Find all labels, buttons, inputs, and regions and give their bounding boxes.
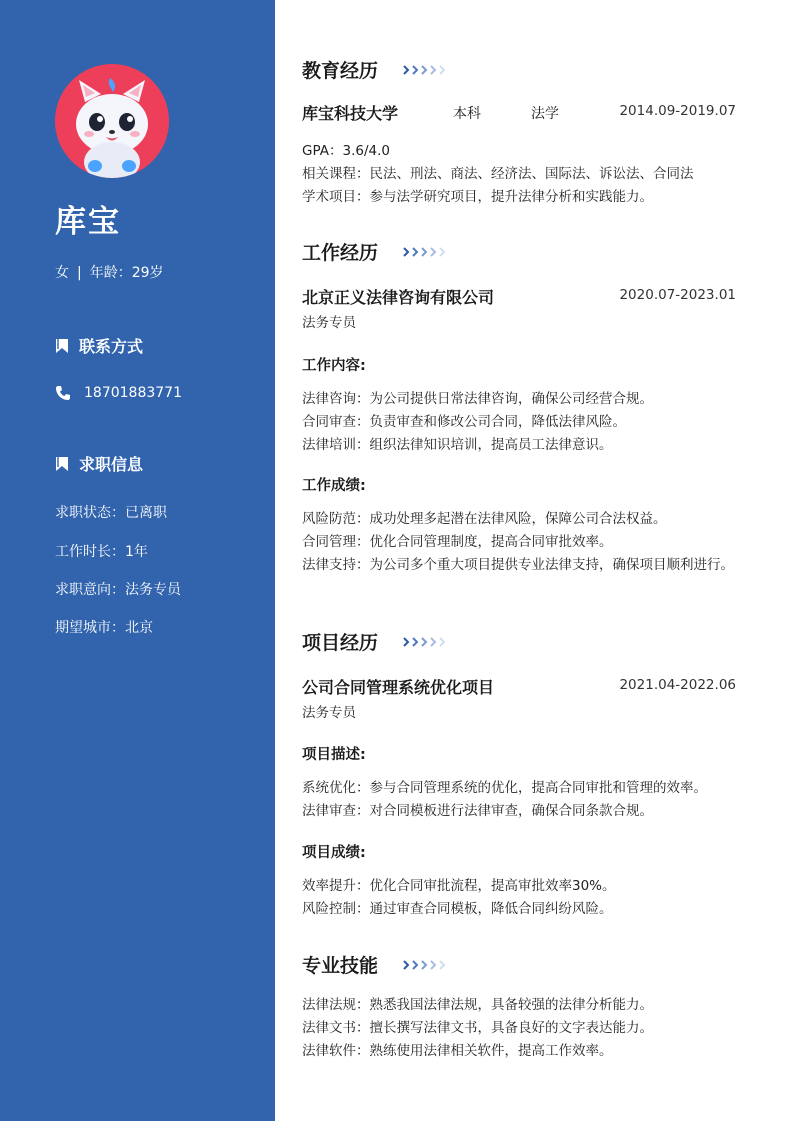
work-header (302, 285, 736, 308)
work-achieve-item: 合同管理：优化合同管理制度，提高合同审批效率。 (302, 534, 613, 550)
bookmark-icon (55, 338, 69, 354)
project-period: 2021.04-2022.06 (619, 677, 736, 693)
project-desc-item: 法律审查：对合同模板进行法律审查，确保合同条款合规。 (302, 803, 653, 819)
work-title: 工作经历 (302, 242, 379, 264)
work-role: 法务专员 (302, 315, 356, 331)
work-content-item: 合同审查：负责审查和修改公司合同，降低法律风险。 (302, 414, 626, 430)
work-period: 2020.07-2023.01 (619, 287, 736, 303)
project-header (302, 675, 736, 698)
education-section-title (302, 56, 448, 83)
work-achieve-item: 法律支持：为公司多个重大项目提供专业法律支持，确保项目顺利进行。 (302, 557, 734, 573)
job-title: 求职信息 (79, 455, 144, 474)
sidebar (0, 0, 275, 1121)
skill-item: 法律法规：熟悉我国法律法规，具备较强的法律分析能力。 (302, 997, 653, 1013)
work-content-title: 工作内容: (302, 358, 366, 374)
avatar (55, 64, 169, 178)
chevrons-icon (402, 958, 448, 972)
skills-title: 专业技能 (302, 955, 379, 977)
job-section-title (55, 452, 143, 475)
job-status: 求职状态：已离职 (55, 505, 167, 521)
skill-item: 法律软件：熟练使用法律相关软件，提高工作效率。 (302, 1043, 613, 1059)
education-header (302, 101, 736, 124)
phone-number[interactable]: 18701883771 (84, 385, 182, 401)
chevrons-icon (402, 635, 448, 649)
project-achieve-item: 效率提升：优化合同审批流程，提高审批效率30%。 (302, 878, 616, 894)
work-achieve-item: 风险防范：成功处理多起潜在法律风险，保障公司合法权益。 (302, 511, 667, 527)
company-name: 北京正义法律咨询有限公司 (302, 288, 495, 307)
phone-icon (55, 385, 71, 401)
separator: | (77, 265, 82, 281)
expected-city: 期望城市：北京 (55, 620, 153, 636)
work-content-item: 法律培训：组织法律知识培训，提高员工法律意识。 (302, 437, 613, 453)
education-title: 教育经历 (302, 60, 379, 82)
education-projects: 学术项目：参与法学研究项目，提升法律分析和实践能力。 (302, 189, 653, 205)
project-achieve-item: 风险控制：通过审查合同模板，降低合同纠纷风险。 (302, 901, 613, 917)
age-text: 年龄：29岁 (89, 265, 164, 281)
project-desc-item: 系统优化：参与合同管理系统的优化，提高合同审批和管理的效率。 (302, 780, 707, 796)
school-name: 库宝科技大学 (302, 104, 399, 123)
candidate-name: 库宝 (55, 204, 121, 240)
contact-title: 联系方式 (79, 337, 144, 356)
cat-mascot-icon (55, 64, 169, 178)
bookmark-icon (55, 456, 69, 472)
major: 法学 (531, 106, 559, 122)
project-section-title (302, 628, 448, 655)
work-content-item: 法律咨询：为公司提供日常法律咨询，确保公司经营合规。 (302, 391, 653, 407)
project-name: 公司合同管理系统优化项目 (302, 678, 495, 697)
education-gpa: GPA：3.6/4.0 (302, 143, 390, 159)
education-courses: 相关课程：民法、刑法、商法、经济法、国际法、诉讼法、合同法 (302, 166, 694, 182)
project-desc-title: 项目描述: (302, 747, 366, 763)
project-role: 法务专员 (302, 705, 356, 721)
project-achieve-title: 项目成绩: (302, 845, 366, 861)
skills-section-title (302, 951, 448, 978)
job-intention: 求职意向：法务专员 (55, 582, 181, 598)
skill-item: 法律文书：擅长撰写法律文书，具备良好的文字表达能力。 (302, 1020, 653, 1036)
chevrons-icon (402, 245, 448, 259)
degree: 本科 (453, 106, 481, 122)
gender-text: 女 (55, 265, 69, 281)
work-achieve-title: 工作成绩: (302, 478, 366, 494)
contact-section-title (55, 334, 143, 357)
basic-info (55, 262, 164, 282)
work-section-title (302, 238, 448, 265)
job-duration: 工作时长：1年 (55, 544, 148, 560)
phone-row (55, 385, 182, 401)
chevrons-icon (402, 63, 448, 77)
education-period: 2014.09-2019.07 (619, 103, 736, 119)
project-title: 项目经历 (302, 632, 379, 654)
